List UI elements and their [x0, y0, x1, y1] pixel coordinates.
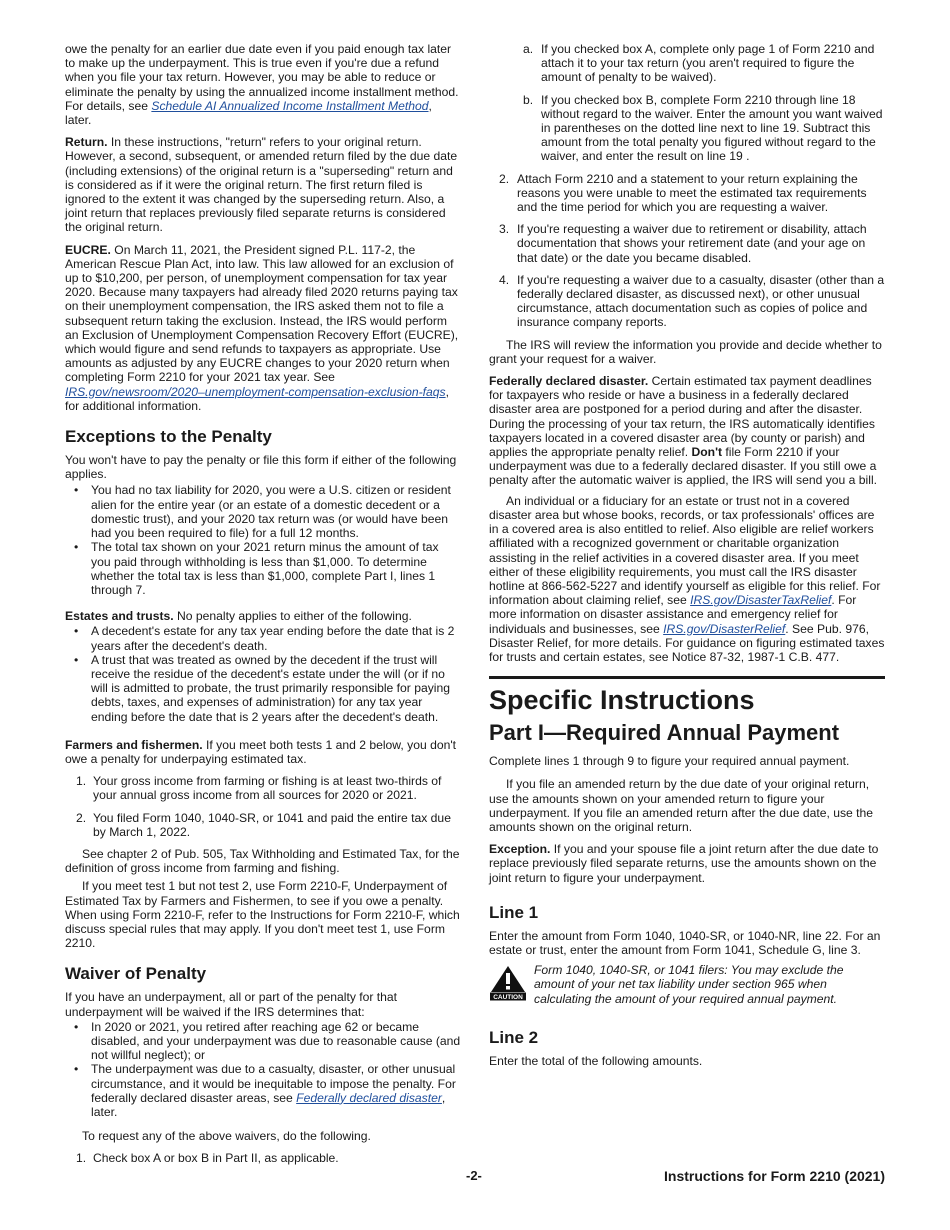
caution-icon	[489, 963, 527, 1006]
right-column	[489, 42, 885, 1076]
line-1-text: Enter the amount from Form 1040, 1040-SR, or 1040-NR, line 22. For an estate or trust, enter the amount from Form 1041, Schedule G, line 3.	[489, 928, 881, 957]
caution-note	[489, 963, 885, 1006]
list-item: a. If you checked box A, complete only page 1 of Form 2210 and attach it to your tax return (you aren't required to figure the amount of penalty to be waived).	[523, 42, 875, 85]
amended-return-paragraph: If you file an amended return by the due date of your original return, use the amounts shown on your amended return to figure your underpayment. If you file an amended return after the due date, use the amounts shown on the original return.	[489, 777, 874, 834]
part-1-heading: Part I—Required Annual Payment	[489, 720, 840, 746]
document-title: Instructions for Form 2210 (2021)	[664, 1168, 885, 1184]
waiver-list	[65, 1020, 461, 1119]
federally-declared-disaster-link[interactable]: Federally declared disaster	[296, 1090, 442, 1105]
list-item: • The underpayment was due to a casualty, disaster, or other unusual circumstance, and it would be inequitable to impose the penalty. For federally declared disaster areas, see Federally declared disaster, later.	[65, 1062, 461, 1119]
disaster-relief-paragraph: An individual or a fiduciary for an estate or trust not in a covered disaster area but whose books, records, or tax professionals' offices are in a covered area is also entitled to relief. Also eligible are relief workers affiliated with a recognized government or charitable organization assisting in the relief activities in a covered disaster area. If you meet either of these eligibility requirements, you must call the IRS disaster hotline at 866-562-5227 and identify yourself as eligible for this relief. For information about claiming relief, see IRS.gov/DisasterTaxRelief. For more information on disaster assistance and emergency relief for individuals and businesses, see IRS.gov/DisasterRelief. See Pub. 976, Disaster Relief, for more details. For guidance on figuring estimated taxes for trusts and certain estates, see Notice 87-32, 1987-1 C.B. 477.	[489, 493, 885, 664]
line-2-heading: Line 2	[489, 1028, 539, 1048]
list-item: 1. Check box A or box B in Part II, as applicable.	[76, 1151, 339, 1166]
farmers-paragraph: Farmers and fishermen. If you meet both tests 1 and 2 below, you don't owe a penalty for underpaying estimated tax.	[65, 737, 457, 766]
line-1-heading: Line 1	[489, 902, 539, 922]
waiver-heading: Waiver of Penalty	[65, 964, 207, 984]
disaster-relief-link[interactable]: IRS.gov/DisasterRelief	[663, 621, 786, 636]
list-item: • A decedent's estate for any tax year ending before the date that is 2 years after the decedent's death.	[65, 624, 461, 652]
list-item: 3. If you're requesting a waiver due to retirement or disability, attach documentation that shows your retirement date (and your age on that date) or the date you became disabled.	[499, 222, 867, 265]
exceptions-intro: You won't have to pay the penalty or file this form if either of the following applies.	[65, 453, 457, 482]
list-item: 4. If you're requesting a waiver due to a casualty, disaster (other than a federally declared disaster, as discussed next), or other unusual circumstance, attach documentation such as copies of police and insurance company reports.	[499, 272, 885, 330]
waiver-request: To request any of the above waivers, do the following.	[82, 1129, 371, 1144]
estates-paragraph: Estates and trusts. No penalty applies to either of the following.	[65, 609, 412, 624]
federally-declared-disaster-paragraph: Federally declared disaster. Certain estimated tax payment deadlines for taxpayers who reside or have a business in a federally declared disaster area are postponed for a period during and after the disaster. During the processing of your tax return, the IRS automatically identifies taxpayers located in a covered disaster area (by county or parish) and applies the appropriate penalty relief. Don't file Form 2210 if your underpayment was due to a federally declared disaster. If you still owe a penalty after the automatic waiver is applied, the IRS will send you a bill.	[489, 374, 878, 488]
waiver-intro: If you have an underpayment, all or part of the penalty for that underpayment will be waived if the IRS determines that:	[65, 990, 398, 1019]
farmers-note-1: See chapter 2 of Pub. 505, Tax Withholding and Estimated Tax, for the definition of gross income from farming and fishing.	[65, 846, 460, 876]
page-footer	[65, 1168, 885, 1186]
list-item: 1. Your gross income from farming or fishing is at least two-thirds of your annual gross income from all sources for 2020 or 2021.	[76, 774, 442, 803]
farmers-tests	[65, 774, 461, 839]
farmers-note-2: If you meet test 1 but not test 2, use Form 2210-F, Underpayment of Estimated Tax by Farmers and Fishermen, to see if you owe a penalty. When using Form 2210-F, refer to the Instructions for Form 2210-F, which discuss special rules that may apply. If you don't meet test 1, use Form 2210.	[65, 879, 460, 951]
caution-text: Form 1040, 1040-SR, or 1041 filers: You may exclude the amount of your net tax liability under section 965 when calculating the amount of your required annual payment.	[534, 963, 844, 1006]
irs-review-paragraph: The IRS will review the information you provide and decide whether to grant your request for a waiver.	[489, 337, 882, 366]
exceptions-list	[65, 483, 461, 597]
list-item: • In 2020 or 2021, you retired after reaching age 62 or became disabled, and your underpayment was due to reasonable cause (and not willful neglect); or	[65, 1020, 461, 1063]
specific-instructions-heading: Specific Instructions	[489, 685, 755, 716]
list-item: • You had no tax liability for 2020, you were a U.S. citizen or resident alien for the entire year (or an estate of a domestic decedent or a domestic trust), and your 2020 tax return was (or would have been had you been required to file) for a full 12 months.	[65, 483, 461, 540]
eucre-faq-link[interactable]: IRS.gov/newsroom/2020–unemployment-compensation-exclusion-faqs	[65, 384, 446, 399]
list-item: • A trust that was treated as owned by the decedent if the trust will receive the residue of the decedent's estate under the will (or if no will is admitted to probate, the trust primarily responsible for paying debts, taxes, and expenses of administration) for any tax year ending before the date that is 2 years after the decedent's death.	[65, 653, 461, 724]
exception-paragraph: Exception. If you and your spouse file a joint return after the due date to replace previously filed separate returns, use the amounts shown on the joint return to figure your underpayment.	[489, 842, 879, 885]
list-item: b. If you checked box B, complete Form 2210 through line 18 without regard to the waiver. Enter the amount you want waived in parentheses on the dotted line next to line 19. Subtract this amount from the total penalty you figured without regard to the waiver, and enter the result on line 19 .	[523, 92, 883, 164]
list-item: 2. You filed Form 1040, 1040-SR, or 1041 and paid the entire tax due by March 1, 2022.	[76, 810, 451, 839]
left-column	[65, 42, 461, 1174]
part-1-intro: Complete lines 1 through 9 to figure your required annual payment.	[489, 754, 850, 769]
section-divider	[489, 676, 885, 679]
caution-label: CAUTION	[493, 994, 523, 1002]
schedule-ai-link[interactable]: Schedule AI Annualized Income Installment Method	[151, 98, 429, 113]
waiver-steps	[65, 1151, 461, 1165]
estates-list	[65, 624, 461, 723]
line-2-text: Enter the total of the following amounts.	[489, 1054, 703, 1069]
page-number: -2-	[466, 1168, 482, 1183]
intro-paragraph: owe the penalty for an earlier due date even if you paid enough tax later to make up the underpayment. This is true even if you're due a refund when you file your tax return. However, you may be able to reduce or eliminate the penalty by using the annualized income installment method. For details, see Schedule AI Annualized Income Installment Method, later.	[65, 42, 459, 128]
eucre-paragraph: EUCRE. On March 11, 2021, the President signed P.L. 117-2, the American Rescue Plan Act, into law. This law allowed for an exclusion of up to $10,200, per person, of unemployment compensation for tax year 2020. Because many taxpayers had already filed 2020 returns paying tax on their unemployment compensation, the IRS asked them not to file a subsequent return taking the exclusion. Instead, the IRS would perform an Exclusion of Unemployment Compensation Recovery Effort (EUCRE), which would figure and send refunds to taxpayers as appropriate. Use amounts as adjusted by any EUCRE changes to your 2020 return when completing Form 2210 for your 2021 tax year. See IRS.gov/newsroom/2020–unemployment-compensation-exclusion-faqs, for additional information.	[65, 242, 459, 413]
exceptions-heading: Exceptions to the Penalty	[65, 427, 272, 447]
list-item: 2. Attach Form 2210 and a statement to your return explaining the reasons you were unable to meet the estimated tax requirements and the time period for which you are requesting a waiver.	[499, 171, 867, 215]
return-paragraph: Return. In these instructions, "return" refers to your original return. However, a second, subsequent, or amended return filed by the due date (including extensions) of the original return is a "superseding" return and is considered as if it were the original return. The first return filed is ignored to the extent it was changed by the superseding return. Also, a joint return that replaces previously filed separate returns is considered the original return.	[65, 135, 458, 235]
waiver-substeps	[489, 42, 885, 164]
list-item: • The total tax shown on your 2021 return minus the amount of tax you paid through withholding is less than $1,000. To determine whether the total tax is less than $1,000, complete Part I, lines 1 through 7.	[65, 540, 461, 597]
disaster-tax-relief-link[interactable]: IRS.gov/DisasterTaxRelief	[690, 593, 832, 608]
waiver-steps-continued	[489, 172, 885, 330]
